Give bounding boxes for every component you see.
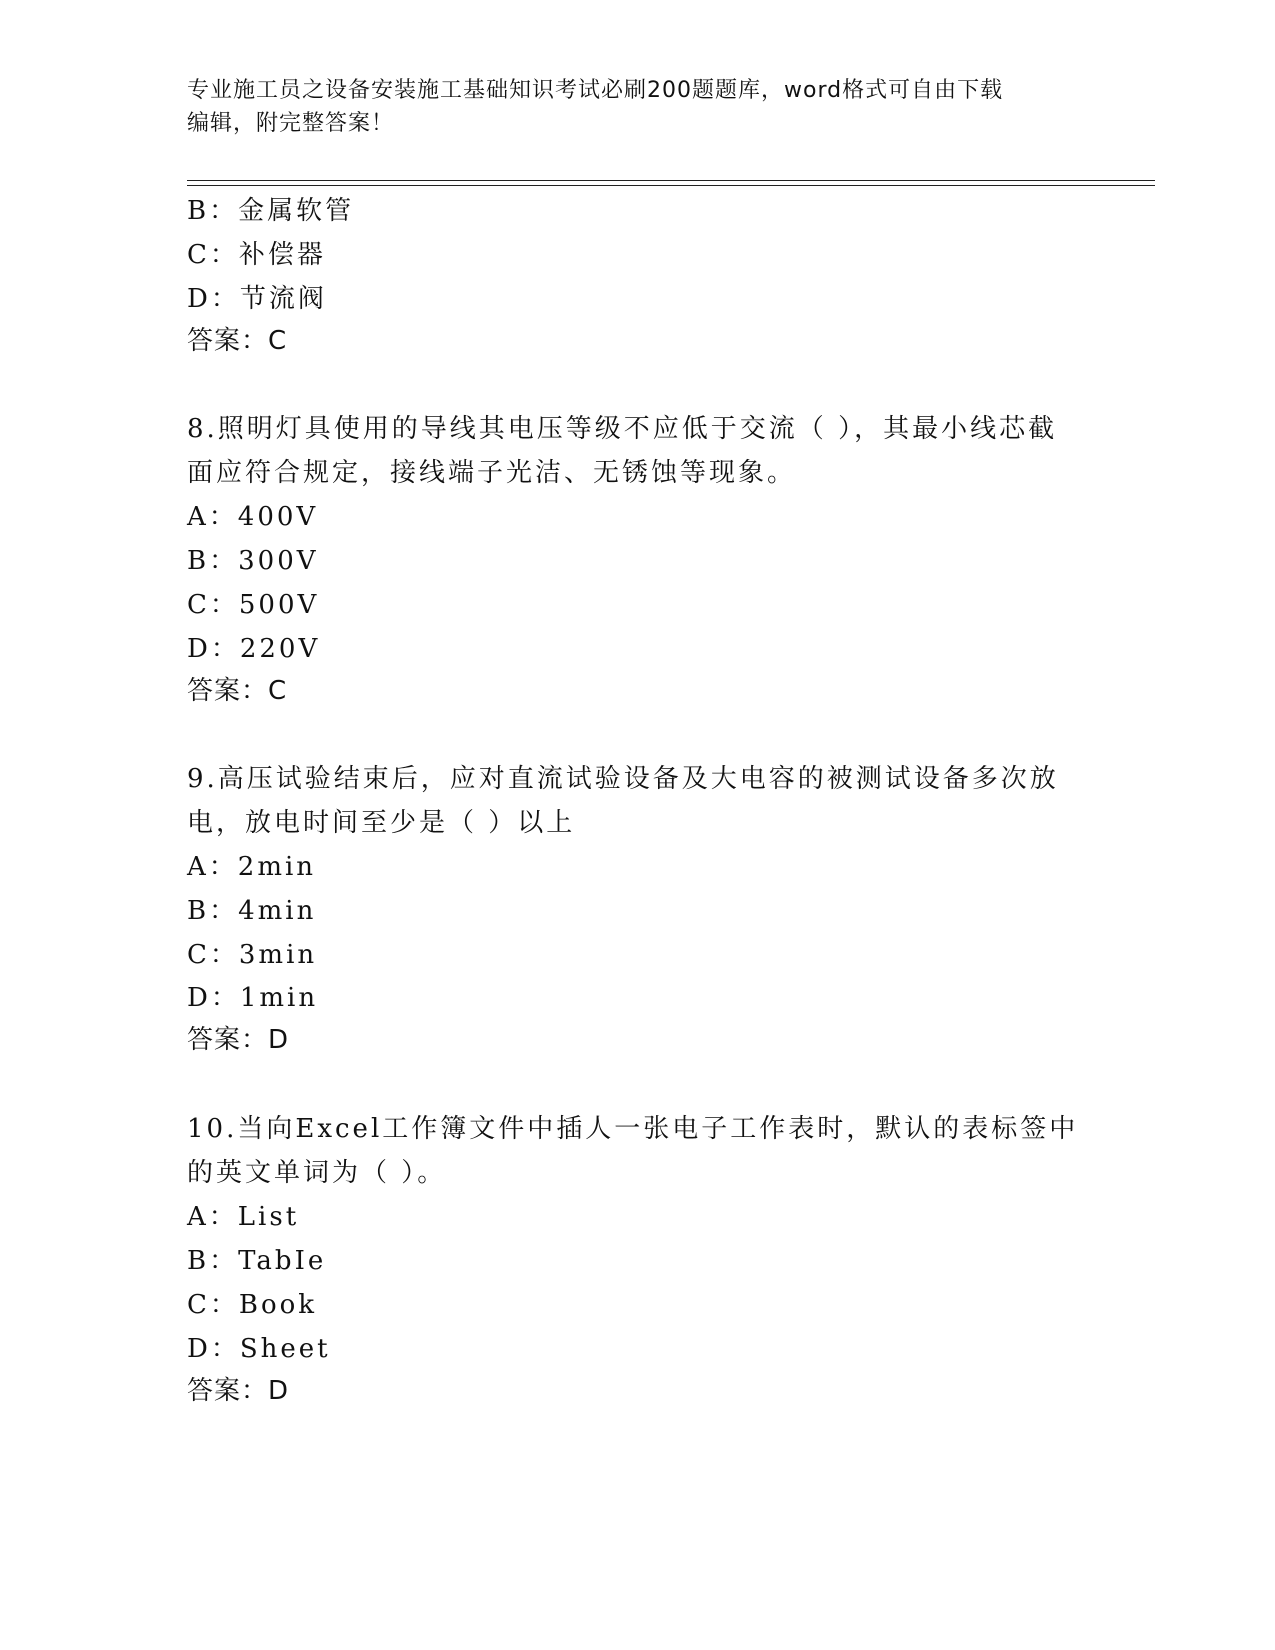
- q10-answer: 答案：D: [187, 1376, 290, 1406]
- q7-option-d: D：节流阀: [187, 284, 327, 314]
- document-header: [187, 74, 1087, 140]
- q10-option-b: B：TabIe: [187, 1246, 327, 1276]
- q8-option-d: D：220V: [187, 634, 321, 664]
- q9-option-a: A：2min: [187, 852, 317, 882]
- q10-option-a: A：List: [187, 1202, 300, 1232]
- q9-stem-line1: 9.高压试验结束后，应对直流试验设备及大电容的被测试设备多次放: [187, 764, 1059, 794]
- q9-option-c: C：3min: [187, 940, 318, 970]
- q10-stem-line1: 10.当向Excel工作簿文件中插人一张电子工作表时，默认的表标签中: [187, 1114, 1079, 1144]
- q10-stem-line2: 的英文单词为（ ）。: [187, 1158, 447, 1188]
- header-divider-top: [187, 180, 1155, 181]
- header-title-line1: 专业施工员之设备安装施工基础知识考试必刷200题题库，word格式可自由下载: [187, 78, 1004, 103]
- q8-option-c: C：500V: [187, 590, 320, 620]
- q8-answer: 答案：C: [187, 676, 288, 706]
- q9-option-b: B：4min: [187, 896, 317, 926]
- q8-stem-line2: 面应符合规定，接线端子光洁、无锈蚀等现象。: [187, 458, 797, 488]
- header-title-line2: 编辑，附完整答案！: [187, 111, 395, 136]
- q9-answer: 答案：D: [187, 1025, 290, 1055]
- q7-option-c: C：补偿器: [187, 240, 326, 270]
- q9-option-d: D：1min: [187, 983, 319, 1013]
- q10-option-d: D：Sheet: [187, 1334, 331, 1364]
- q8-stem-line1: 8.照明灯具使用的导线其电压等级不应低于交流（ ），其最小线芯截: [187, 414, 1058, 444]
- q7-answer: 答案：C: [187, 326, 288, 356]
- q7-option-b: B：金属软管: [187, 196, 355, 226]
- header-divider-bottom: [187, 185, 1155, 186]
- q9-stem-line2: 电，放电时间至少是（ ）以上: [187, 808, 576, 838]
- q10-option-c: C：Book: [187, 1290, 318, 1320]
- q8-option-a: A：400V: [187, 502, 319, 532]
- q8-option-b: B：300V: [187, 546, 319, 576]
